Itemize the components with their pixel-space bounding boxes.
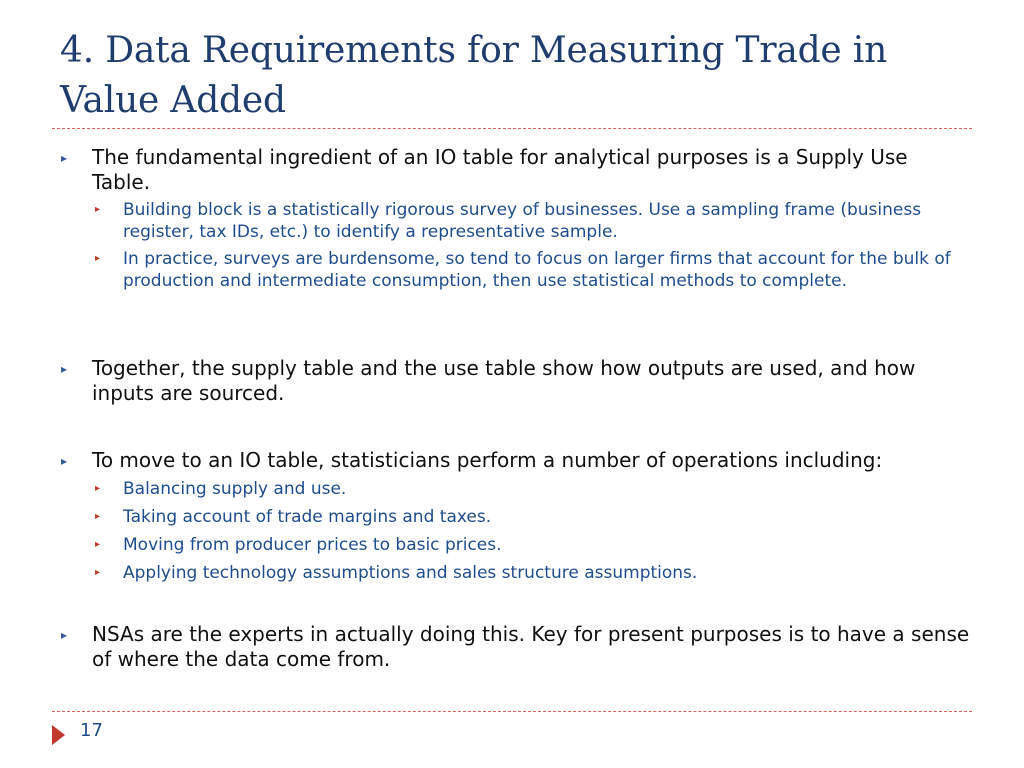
bullet-text: To move to an IO table, statisticians perform a number of operations including: [92,448,883,472]
bullet-text: Together, the supply table and the use table show how outputs are used, and how inputs are sourced. [92,356,916,405]
bullet-item [61,356,972,406]
slide-title: 4. Data Requirements for Measuring Trade in Value Added [60,30,888,121]
sub-bullet-item [95,248,973,292]
bullet-item [61,448,972,473]
sub-bullet-text: Balancing supply and use. [123,479,347,499]
sub-bullet-item [95,534,973,556]
footer-arrow-icon [52,725,65,745]
sub-bullet-text: In practice, surveys are burdensome, so tend to focus on larger firms that account for the bulk of production and intermediate consumption, then use statistical methods to complete. [123,249,951,291]
footer-divider [52,711,972,712]
sub-bullet-item [95,199,973,243]
title-divider [52,128,972,129]
bullet-arrow-icon: ▸ [61,362,68,376]
bullet-text: The fundamental ingredient of an IO table for analytical purposes is a Supply Use Table. [92,145,908,194]
bullet-text: NSAs are the experts in actually doing this. Key for present purposes is to have a sense of where the data come from. [92,622,970,671]
sub-bullet-arrow-icon: ▸ [95,539,101,550]
sub-bullet-item [95,478,973,500]
sub-bullet-arrow-icon: ▸ [95,567,101,578]
sub-bullet-arrow-icon: ▸ [95,483,101,494]
sub-bullet-arrow-icon: ▸ [95,511,101,522]
sub-bullet-item [95,562,973,584]
sub-bullet-item [95,506,973,528]
sub-bullet-text: Building block is a statistically rigorous survey of businesses. Use a sampling frame (business register, tax IDs, etc.) to identify a representative sample. [123,200,922,242]
page-number: 17 [80,720,103,741]
bullet-arrow-icon: ▸ [61,628,68,642]
sub-bullet-text: Taking account of trade margins and taxes. [123,507,492,527]
bullet-item [61,145,972,195]
sub-bullet-text: Moving from producer prices to basic prices. [123,535,502,555]
bullet-arrow-icon: ▸ [61,151,68,165]
sub-bullet-arrow-icon: ▸ [95,204,101,215]
sub-bullet-text: Applying technology assumptions and sales structure assumptions. [123,563,698,583]
bullet-arrow-icon: ▸ [61,454,68,468]
sub-bullet-arrow-icon: ▸ [95,253,101,264]
bullet-item [61,622,972,672]
